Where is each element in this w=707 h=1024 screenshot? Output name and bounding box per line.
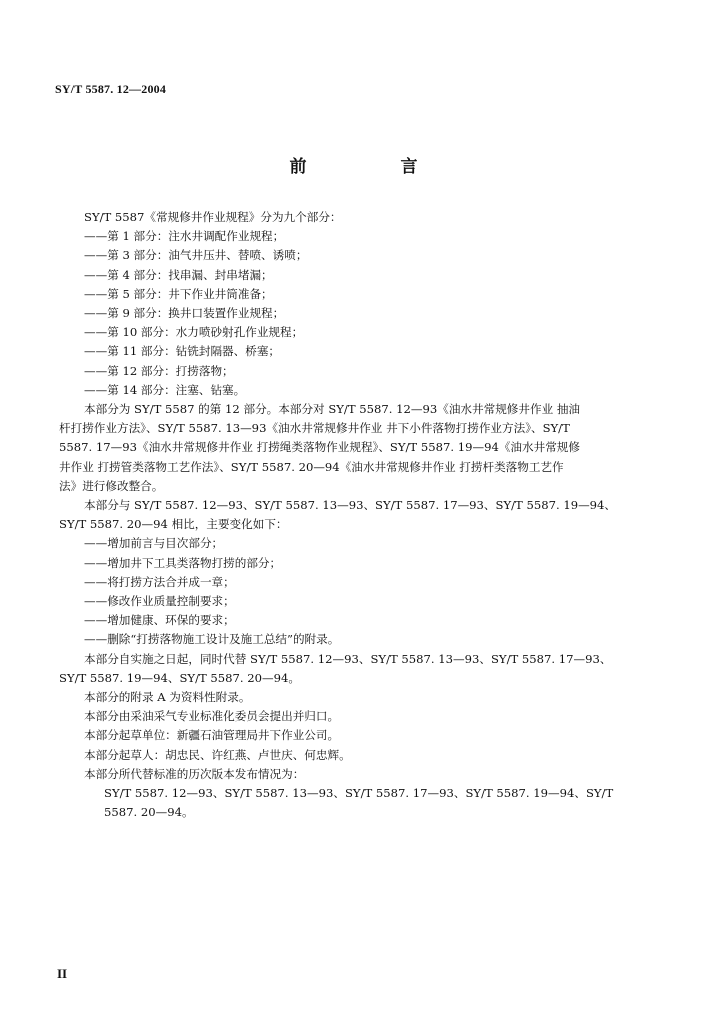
paragraph-line: 5587. 17—93《油水井常规修井作业 打捞绳类落物作业规程》、SY/T 5587. 19—94《油水井常规修: [59, 440, 580, 455]
list-item: ——将打捞方法合并成一章；: [84, 574, 235, 589]
list-item: ——第 3 部分：油气井压井、替喷、诱喷；: [84, 248, 308, 263]
list-item: ——第 9 部分：换井口装置作业规程；: [84, 306, 285, 321]
list-item: ——第 10 部分：水力喷砂射孔作业规程；: [84, 325, 304, 340]
paragraph-line: 本部分的附录 A 为资料性附录。: [84, 690, 251, 705]
paragraph-line: SY/T 5587. 19—94、SY/T 5587. 20—94。: [59, 670, 300, 685]
list-item: ——增加健康、环保的要求；: [84, 613, 235, 628]
paragraph-line: 本部分由采油采气专业标准化委员会提出并归口。: [84, 709, 340, 724]
paragraph-line: 本部分与 SY/T 5587. 12—93、SY/T 5587. 13—93、SY/T 5587. 17—93、SY/T 5587. 19—94、: [84, 498, 617, 513]
paragraph-line: 本部分自实施之日起，同时代替 SY/T 5587. 12—93、SY/T 5587. 13—93、SY/T 5587. 17—93、: [84, 651, 612, 666]
paragraph-line: 井作业 打捞管类落物工艺作法》、SY/T 5587. 20—94《油水井常规修井作业 打捞杆类落物工艺作: [59, 459, 564, 474]
section-title: 前 言: [289, 157, 462, 177]
paragraph-line: SY/T 5587. 20—94 相比，主要变化如下：: [59, 517, 288, 532]
list-item: ——增加前言与目次部分；: [84, 536, 224, 551]
page-number: II: [57, 966, 68, 981]
paragraph-line: 本部分为 SY/T 5587 的第 12 部分。本部分对 SY/T 5587. 12—93《油水井常规修井作业 抽油: [84, 402, 581, 417]
list-item: ——第 11 部分：钻铣封隔器、桥塞；: [84, 344, 281, 359]
paragraph-line: SY/T 5587《常规修井作业规程》分为九个部分：: [84, 210, 342, 224]
list-item: ——删除“打捞落物施工设计及施工总结”的附录。: [84, 632, 340, 647]
paragraph-line: 杆打捞作业方法》、SY/T 5587. 13—93《油水井常规修井作业 井下小件落物打捞作业方法》、SY/T: [59, 421, 570, 436]
paragraph-line: SY/T 5587. 12—93、SY/T 5587. 13—93、SY/T 5587. 17—93、SY/T 5587. 19—94、SY/T: [104, 786, 614, 801]
paragraph-line: 本部分起草人：胡忠民、许红燕、卢世庆、何忠辉。: [84, 747, 351, 762]
list-item: ——第 14 部分：注塞、钻塞。: [84, 382, 246, 397]
paragraph-line: 本部分所代替标准的历次版本发布情况为：: [84, 766, 305, 781]
list-item: ——第 1 部分：注水井调配作业规程；: [84, 229, 285, 244]
list-item: ——增加井下工具类落物打捞的部分；: [84, 555, 282, 570]
foreword-body: [59, 208, 643, 823]
paragraph-line: 法》进行修改整合。: [59, 478, 164, 493]
list-item: ——第 12 部分：打捞落物；: [84, 363, 234, 378]
list-item: ——第 5 部分：井下作业井筒准备；: [84, 286, 273, 301]
list-item: ——第 4 部分：找串漏、封串堵漏；: [84, 267, 273, 282]
list-item: ——修改作业质量控制要求；: [84, 594, 235, 609]
standard-code: SY/T 5587. 12—2004: [55, 82, 167, 96]
paragraph-line: 5587. 20—94。: [104, 805, 194, 820]
paragraph-line: 本部分起草单位：新疆石油管理局井下作业公司。: [84, 728, 340, 743]
